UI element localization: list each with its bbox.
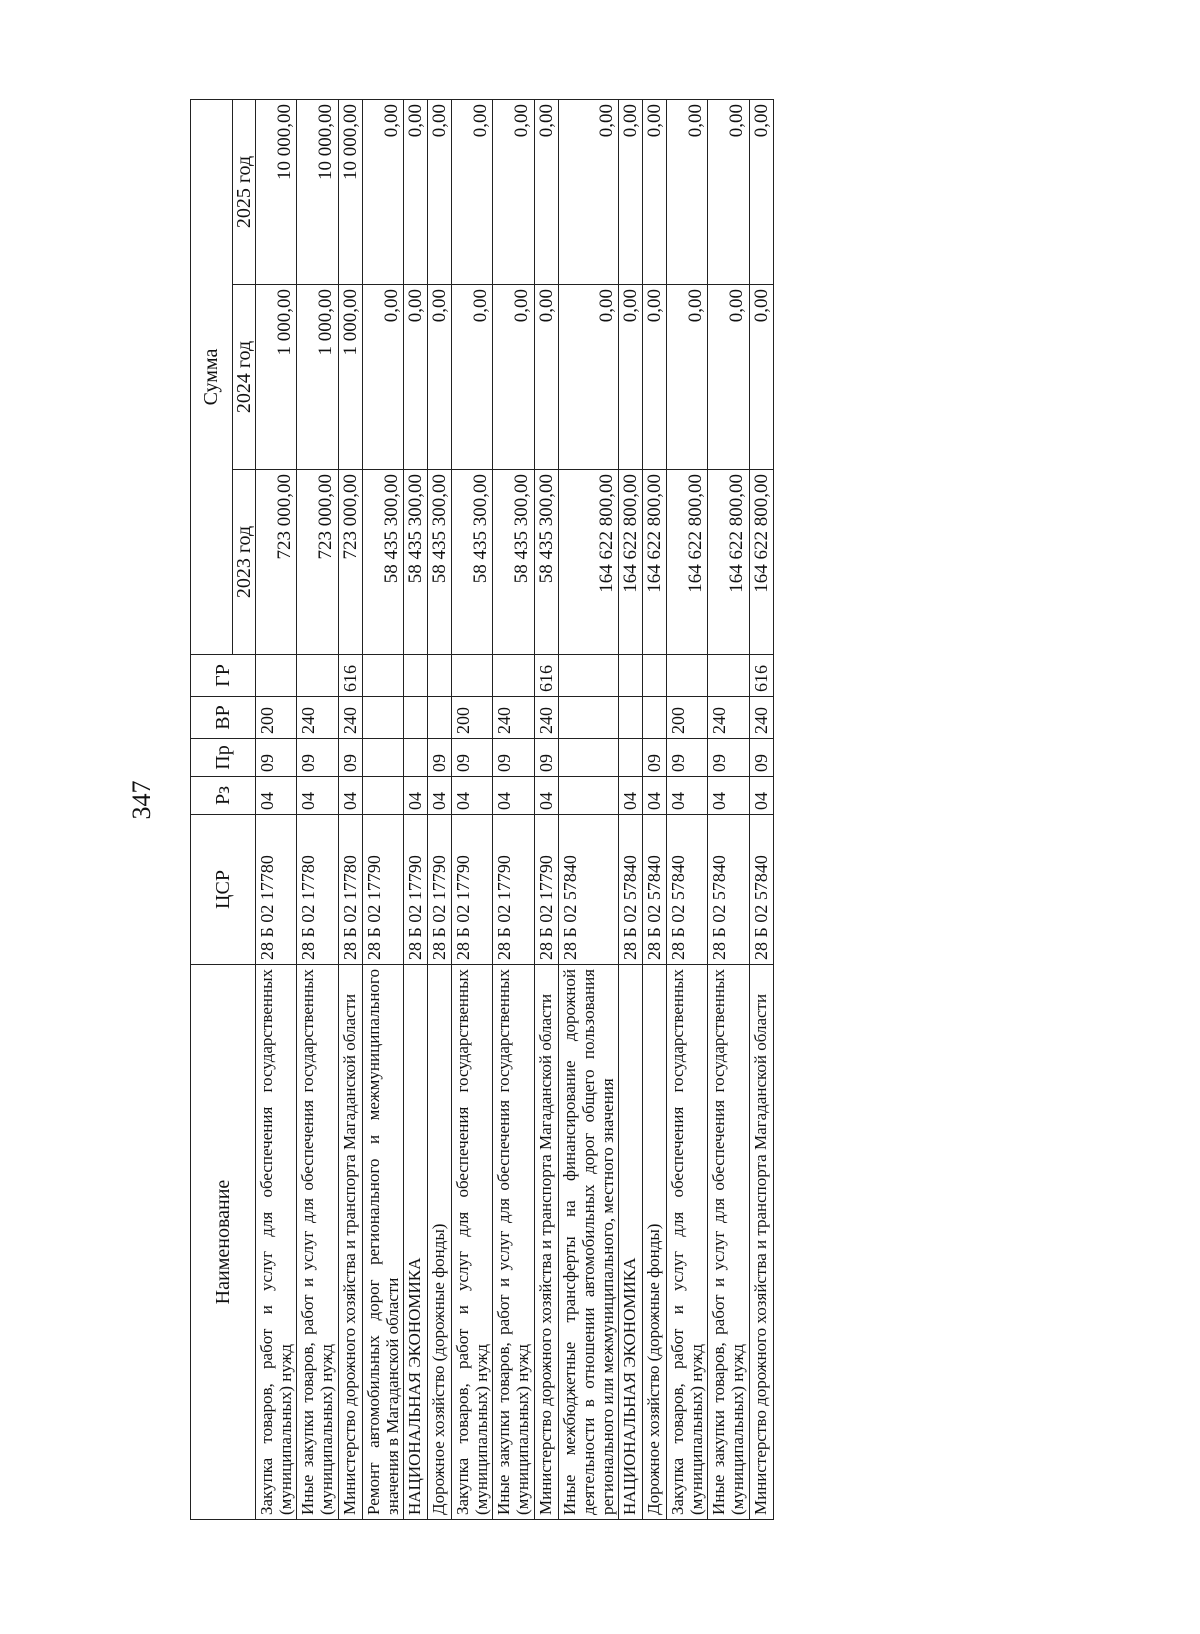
cell-csr: 28 Б 02 57840 (558, 815, 618, 965)
cell-rz: 04 (428, 777, 452, 815)
table-row (338, 99, 362, 1519)
cell-2023: 58 435 300,00 (452, 470, 493, 655)
cell-csr: 28 Б 02 57840 (618, 815, 642, 965)
table-row (452, 99, 493, 1519)
cell-2023: 58 435 300,00 (362, 470, 403, 655)
cell-pr: 09 (428, 739, 452, 777)
cell-2025: 0,00 (708, 99, 749, 284)
header-csr: ЦСР (191, 815, 256, 965)
cell-gr (256, 655, 297, 697)
header-pr: Пр (191, 739, 256, 777)
cell-csr: 28 Б 02 57840 (667, 815, 708, 965)
cell-2024: 1 000,00 (297, 285, 338, 470)
table-row (558, 99, 618, 1519)
table-row (256, 99, 297, 1519)
cell-2025: 0,00 (618, 99, 642, 284)
cell-name: Иные закупки товаров, работ и услуг для обеспечения государственных (муниципальных) нужд (708, 965, 749, 1520)
cell-gr (643, 655, 667, 697)
cell-2024: 0,00 (667, 285, 708, 470)
cell-rz: 04 (667, 777, 708, 815)
table-row (708, 99, 749, 1519)
cell-2024: 0,00 (618, 285, 642, 470)
cell-vr: 240 (749, 697, 773, 739)
cell-2024: 0,00 (403, 285, 427, 470)
cell-rz: 04 (708, 777, 749, 815)
cell-rz (362, 777, 403, 815)
cell-gr (493, 655, 534, 697)
cell-2024: 0,00 (362, 285, 403, 470)
table-row (493, 99, 534, 1519)
cell-csr: 28 Б 02 17790 (452, 815, 493, 965)
cell-gr (708, 655, 749, 697)
cell-name: НАЦИОНАЛЬНАЯ ЭКОНОМИКА (618, 965, 642, 1520)
cell-rz (558, 777, 618, 815)
cell-vr (558, 697, 618, 739)
cell-gr (362, 655, 403, 697)
cell-rz: 04 (534, 777, 558, 815)
table-row (403, 99, 427, 1519)
cell-gr: 616 (534, 655, 558, 697)
table-row (667, 99, 708, 1519)
cell-gr (403, 655, 427, 697)
cell-pr: 09 (256, 739, 297, 777)
cell-2023: 58 435 300,00 (534, 470, 558, 655)
cell-csr: 28 Б 02 57840 (749, 815, 773, 965)
cell-2025: 0,00 (403, 99, 427, 284)
cell-2025: 0,00 (667, 99, 708, 284)
cell-pr: 09 (534, 739, 558, 777)
cell-2025: 0,00 (452, 99, 493, 284)
cell-csr: 28 Б 02 17790 (362, 815, 403, 965)
cell-pr (618, 739, 642, 777)
cell-vr (643, 697, 667, 739)
cell-rz: 04 (452, 777, 493, 815)
cell-2023: 58 435 300,00 (493, 470, 534, 655)
cell-gr: 616 (338, 655, 362, 697)
cell-name: Иные закупки товаров, работ и услуг для обеспечения государственных (муниципальных) нужд (493, 965, 534, 1520)
cell-csr: 28 Б 02 17780 (338, 815, 362, 965)
cell-2025: 0,00 (362, 99, 403, 284)
cell-name: Закупка товаров, работ и услуг для обеспечения государственных (муниципальных) нужд (452, 965, 493, 1520)
cell-gr (452, 655, 493, 697)
cell-2024: 0,00 (428, 285, 452, 470)
cell-csr: 28 Б 02 17790 (493, 815, 534, 965)
table-row (428, 99, 452, 1519)
cell-2023: 164 622 800,00 (643, 470, 667, 655)
cell-2024: 0,00 (534, 285, 558, 470)
cell-2024: 0,00 (493, 285, 534, 470)
header-rz: Рз (191, 777, 256, 815)
cell-2025: 0,00 (493, 99, 534, 284)
cell-name: Закупка товаров, работ и услуг для обеспечения государственных (муниципальных) нужд (256, 965, 297, 1520)
cell-2025: 0,00 (749, 99, 773, 284)
cell-vr (403, 697, 427, 739)
cell-name: Дорожное хозяйство (дорожные фонды) (643, 965, 667, 1520)
cell-vr: 240 (297, 697, 338, 739)
cell-csr: 28 Б 02 17780 (297, 815, 338, 965)
header-vr: ВР (191, 697, 256, 739)
cell-csr: 28 Б 02 17790 (403, 815, 427, 965)
table-row (362, 99, 403, 1519)
cell-2023: 723 000,00 (338, 470, 362, 655)
cell-name: Министерство дорожного хозяйства и транспорта Магаданской области (338, 965, 362, 1520)
cell-2025: 0,00 (643, 99, 667, 284)
cell-csr: 28 Б 02 17790 (534, 815, 558, 965)
page-number (122, 760, 162, 840)
cell-name: Иные межбюджетные трансферты на финансирование дорожной деятельности в отношении автомобильных дорог общего пользования регионального или межмуниципального, местного значения (558, 965, 618, 1520)
cell-pr: 09 (667, 739, 708, 777)
cell-name: Министерство дорожного хозяйства и транспорта Магаданской области (534, 965, 558, 1520)
cell-pr: 09 (749, 739, 773, 777)
cell-pr: 09 (708, 739, 749, 777)
cell-2023: 58 435 300,00 (403, 470, 427, 655)
header-name: Наименование (191, 965, 256, 1520)
cell-pr: 09 (643, 739, 667, 777)
cell-2023: 58 435 300,00 (428, 470, 452, 655)
cell-2025: 0,00 (534, 99, 558, 284)
cell-2023: 723 000,00 (256, 470, 297, 655)
cell-vr (618, 697, 642, 739)
cell-2025: 10 000,00 (297, 99, 338, 284)
cell-vr: 200 (256, 697, 297, 739)
cell-name: Иные закупки товаров, работ и услуг для обеспечения государственных (муниципальных) нужд (297, 965, 338, 1520)
cell-2025: 0,00 (428, 99, 452, 284)
cell-csr: 28 Б 02 57840 (708, 815, 749, 965)
cell-gr (667, 655, 708, 697)
cell-pr: 09 (297, 739, 338, 777)
cell-pr (558, 739, 618, 777)
cell-name: Министерство дорожного хозяйства и транспорта Магаданской области (749, 965, 773, 1520)
table-row (297, 99, 338, 1519)
cell-rz: 04 (256, 777, 297, 815)
cell-2024: 0,00 (643, 285, 667, 470)
table-row (643, 99, 667, 1519)
header-year-2025: 2025 год (233, 99, 256, 284)
cell-rz: 04 (749, 777, 773, 815)
cell-rz: 04 (618, 777, 642, 815)
cell-rz: 04 (338, 777, 362, 815)
cell-vr (428, 697, 452, 739)
cell-gr (558, 655, 618, 697)
cell-name: Ремонт автомобильных дорог регионального и межмуниципального значения в Магаданской области (362, 965, 403, 1520)
cell-vr: 240 (708, 697, 749, 739)
cell-2024: 0,00 (708, 285, 749, 470)
table-row (618, 99, 642, 1519)
table-row (534, 99, 558, 1519)
cell-2024: 1 000,00 (256, 285, 297, 470)
cell-2024: 0,00 (558, 285, 618, 470)
cell-2024: 1 000,00 (338, 285, 362, 470)
cell-rz: 04 (493, 777, 534, 815)
header-year-2023: 2023 год (233, 470, 256, 655)
cell-gr: 616 (749, 655, 773, 697)
cell-2025: 0,00 (558, 99, 618, 284)
header-year-2024: 2024 год (233, 285, 256, 470)
cell-2025: 10 000,00 (256, 99, 297, 284)
cell-vr: 240 (493, 697, 534, 739)
cell-vr: 200 (667, 697, 708, 739)
cell-2024: 0,00 (452, 285, 493, 470)
cell-2023: 164 622 800,00 (708, 470, 749, 655)
cell-2023: 164 622 800,00 (558, 470, 618, 655)
cell-name: Дорожное хозяйство (дорожные фонды) (428, 965, 452, 1520)
cell-rz: 04 (297, 777, 338, 815)
cell-vr: 200 (452, 697, 493, 739)
cell-gr (297, 655, 338, 697)
budget-table-wrapper (190, 100, 1000, 1520)
header-sum: Сумма (191, 99, 233, 654)
cell-2025: 10 000,00 (338, 99, 362, 284)
cell-csr: 28 Б 02 17780 (256, 815, 297, 965)
cell-pr: 09 (338, 739, 362, 777)
page-number-text: 347 (127, 780, 156, 820)
cell-rz: 04 (403, 777, 427, 815)
cell-pr (403, 739, 427, 777)
cell-vr: 240 (338, 697, 362, 739)
cell-vr: 240 (534, 697, 558, 739)
header-gr: ГР (191, 655, 256, 697)
cell-2023: 723 000,00 (297, 470, 338, 655)
cell-name: НАЦИОНАЛЬНАЯ ЭКОНОМИКА (403, 965, 427, 1520)
cell-2023: 164 622 800,00 (749, 470, 773, 655)
cell-csr: 28 Б 02 57840 (643, 815, 667, 965)
cell-pr: 09 (452, 739, 493, 777)
header-row (191, 99, 233, 1519)
cell-rz: 04 (643, 777, 667, 815)
cell-2024: 0,00 (749, 285, 773, 470)
cell-name: Закупка товаров, работ и услуг для обеспечения государственных (муниципальных) нужд (667, 965, 708, 1520)
cell-2023: 164 622 800,00 (618, 470, 642, 655)
cell-gr (618, 655, 642, 697)
cell-pr (362, 739, 403, 777)
table-row (749, 99, 773, 1519)
cell-gr (428, 655, 452, 697)
budget-table (190, 99, 774, 1520)
cell-vr (362, 697, 403, 739)
cell-csr: 28 Б 02 17790 (428, 815, 452, 965)
cell-2023: 164 622 800,00 (667, 470, 708, 655)
cell-pr: 09 (493, 739, 534, 777)
table-body (256, 99, 773, 1519)
